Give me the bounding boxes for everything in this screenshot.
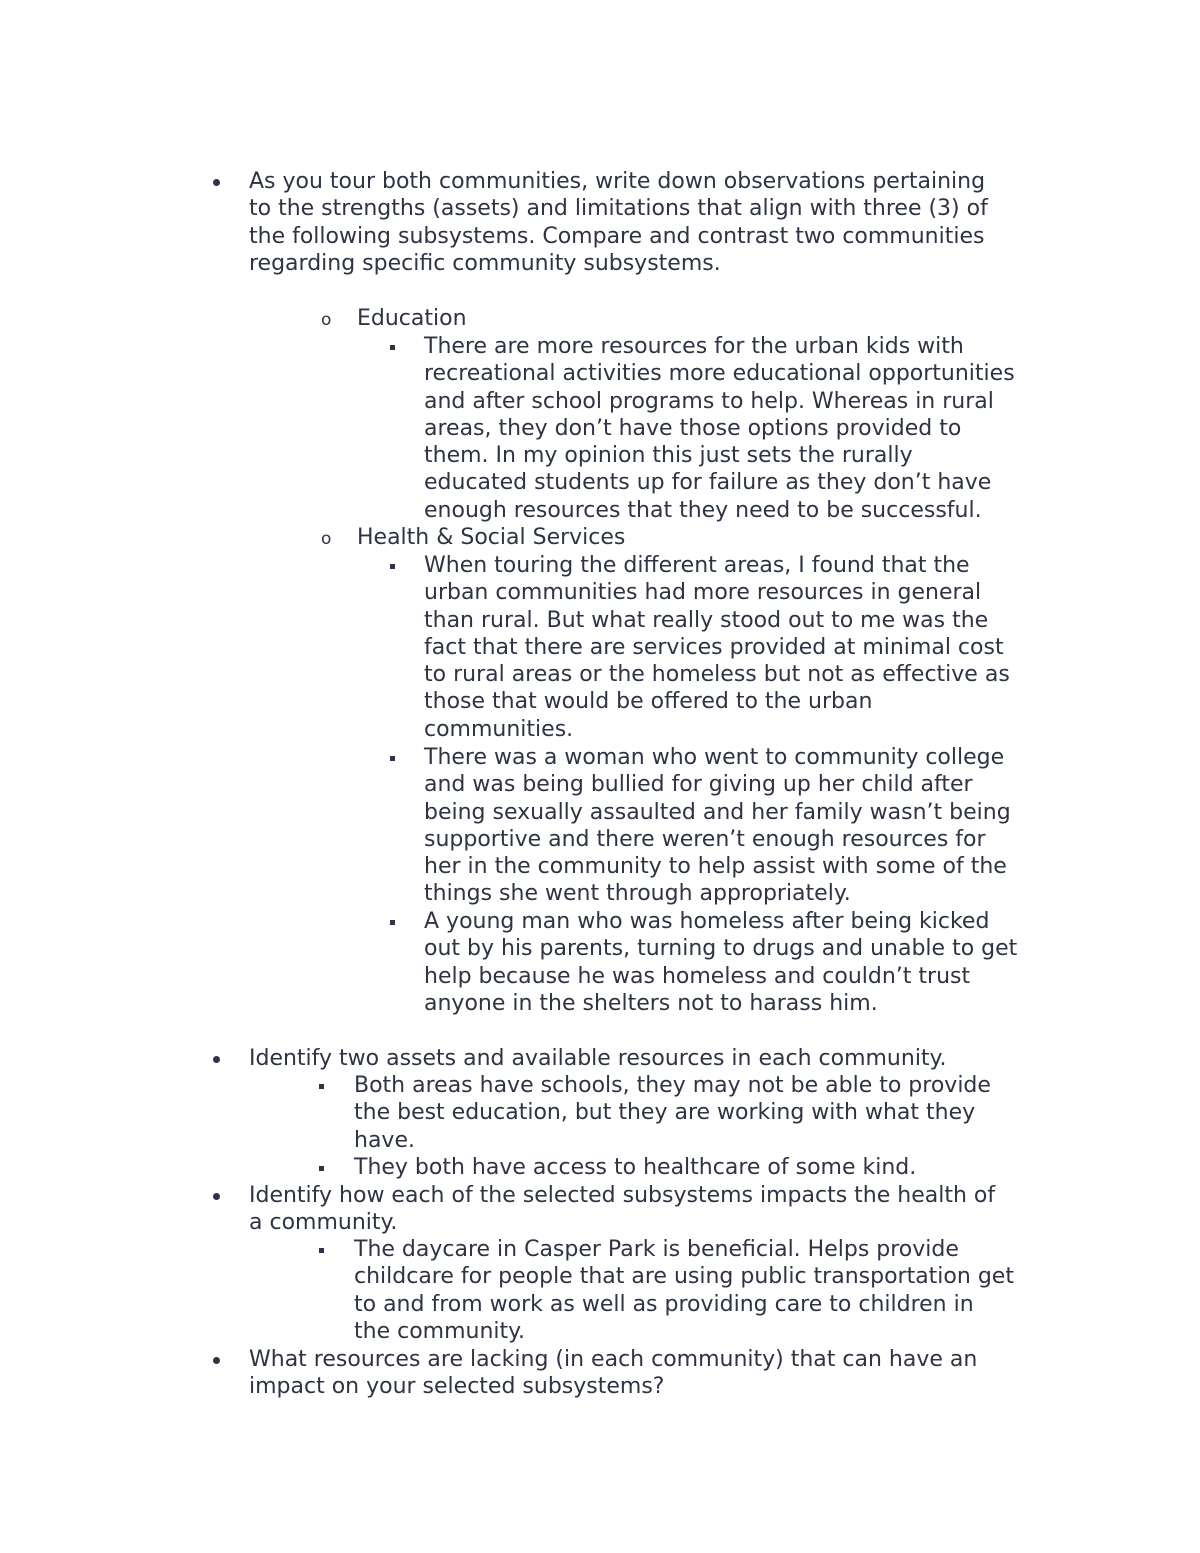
text-line: educated students up for failure as they don’t have (424, 470, 992, 496)
text-line: Health & Social Services (357, 525, 626, 550)
text-line: As you tour both communities, write down observations pertaining (249, 169, 986, 194)
bullet-dot-icon (213, 1357, 220, 1364)
text-line: childcare for people that are using public transportation get (354, 1264, 1014, 1290)
text-line: those that would be offered to the urban (424, 689, 873, 715)
text-line: than rural. But what really stood out to me was the (424, 607, 989, 633)
text-line: Both areas have schools, they may not be able to provide (354, 1073, 991, 1098)
text-line: and was being bullied for giving up her child after (424, 772, 973, 798)
bullet-item (249, 1045, 946, 1072)
sub-sub-bullet-item (424, 333, 1015, 524)
bullet-circle-icon: o (321, 529, 332, 549)
text-line: to and from work as well as providing care to children in (354, 1291, 974, 1317)
sub-sub-bullet-item (354, 1072, 991, 1154)
bullet-square-icon (390, 920, 395, 925)
bullet-item (249, 1346, 977, 1401)
text-line: the following subsystems. Compare and contrast two communities (249, 223, 985, 249)
text-line: enough resources that they need to be successful. (424, 497, 982, 523)
bullet-square-icon (319, 1166, 324, 1171)
text-line: Education (357, 306, 467, 331)
sub-sub-bullet-item (424, 744, 1011, 908)
text-line: When touring the different areas, I found that the (424, 553, 970, 578)
text-line: What resources are lacking (in each community) that can have an (249, 1347, 978, 1372)
text-line: a community. (249, 1210, 398, 1236)
text-line: regarding specific community subsystems. (249, 250, 721, 276)
text-line: There was a woman who went to community college (424, 745, 1005, 770)
text-line: supportive and there weren’t enough resources for (424, 826, 986, 852)
sub-sub-bullet-item (354, 1154, 916, 1181)
text-line: There are more resources for the urban kids with (424, 334, 964, 359)
bullet-square-icon (319, 1084, 324, 1089)
text-line: The daycare in Casper Park is beneficial. Helps provide (354, 1237, 959, 1262)
text-line: being sexually assaulted and her family wasn’t being (424, 799, 1011, 825)
sub-sub-bullet-item (424, 908, 1017, 1017)
text-line: Identify how each of the selected subsystems impacts the health of (249, 1183, 996, 1208)
bullet-dot-icon (213, 1056, 220, 1063)
sub-sub-bullet-item (354, 1236, 1014, 1345)
text-line: out by his parents, turning to drugs and unable to get (424, 936, 1018, 962)
bullet-square-icon (390, 564, 395, 569)
text-line: areas, they don’t have those options provided to (424, 415, 962, 441)
bullet-item (249, 1182, 995, 1237)
sub-bullet-item (321, 524, 626, 551)
bullet-item (249, 168, 988, 277)
text-line: impact on your selected subsystems? (249, 1374, 665, 1400)
text-line: her in the community to help assist with some of the (424, 854, 1007, 880)
bullet-square-icon (390, 345, 395, 350)
text-line: help because he was homeless and couldn’t trust (424, 963, 971, 989)
bullet-square-icon (390, 756, 395, 761)
text-line: and after school programs to help. Whereas in rural (424, 388, 994, 414)
sub-bullet-item (321, 305, 467, 332)
sub-sub-bullet-item (424, 552, 1010, 743)
text-line: recreational activities more educational opportunities (424, 361, 1015, 387)
text-line: fact that there are services provided at minimal cost (424, 634, 1004, 660)
bullet-dot-icon (213, 179, 220, 186)
text-line: have. (354, 1127, 415, 1153)
text-line: anyone in the shelters not to harass him. (424, 990, 878, 1016)
text-line: They both have access to healthcare of some kind. (354, 1155, 917, 1180)
text-line: things she went through appropriately. (424, 881, 851, 907)
text-line: A young man who was homeless after being kicked (424, 909, 990, 934)
text-line: the best education, but they are working with what they (354, 1100, 976, 1126)
bullet-dot-icon (213, 1193, 220, 1200)
text-line: them. In my opinion this just sets the rurally (424, 443, 913, 469)
bullet-square-icon (319, 1248, 324, 1253)
text-line: urban communities had more resources in general (424, 580, 982, 606)
text-line: the community. (354, 1318, 526, 1344)
text-line: communities. (424, 716, 574, 742)
bullet-circle-icon: o (321, 310, 332, 330)
text-line: Identify two assets and available resources in each community. (249, 1046, 947, 1071)
text-line: to rural areas or the homeless but not as effective as (424, 662, 1010, 688)
text-line: to the strengths (assets) and limitations that align with three (3) of (249, 196, 988, 222)
